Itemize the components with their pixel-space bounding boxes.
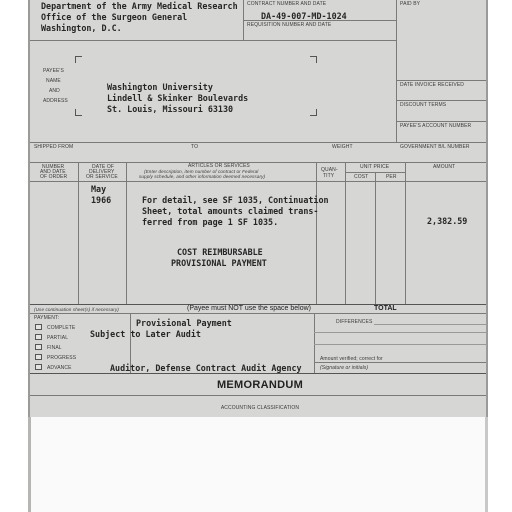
shipped-from-label: SHIPPED FROM <box>34 144 74 150</box>
total-label: TOTAL <box>374 305 397 312</box>
requisition-label: REQUISITION NUMBER AND DATE <box>247 22 332 28</box>
payee-account-label: PAYEE'S ACCOUNT NUMBER <box>400 123 472 129</box>
col-per: PER <box>386 174 397 180</box>
payee-label-line-2: NAME <box>46 78 61 84</box>
col-articles-sub-2: supply schedule, and other information deemed necessary) <box>139 174 266 179</box>
cost-reimbursable-note: COST REIMBURSABLE <box>177 247 263 257</box>
col-articles: ARTICLES OR SERVICES <box>188 163 250 169</box>
contract-number-label: CONTRACT NUMBER AND DATE <box>247 1 327 7</box>
checkbox-complete[interactable] <box>35 324 42 330</box>
shipped-to-label: TO <box>191 144 199 150</box>
amount-verified-label: Amount verified; correct for <box>320 356 383 362</box>
stamp-subject-to-audit: Subject to Later Audit <box>90 329 201 339</box>
voucher-form <box>28 0 488 417</box>
col-delivery-line-2: DELIVERY <box>89 169 115 175</box>
issuer-line-1: Department of the Army Medical Research <box>41 1 238 11</box>
option-partial: PARTIAL <box>47 335 69 341</box>
checkbox-progress[interactable] <box>35 354 42 360</box>
payee-label-line-1: PAYEE'S <box>43 68 64 74</box>
issuer-line-2: Office of the Surgeon General <box>41 12 188 22</box>
stamp-auditor: Auditor, Defense Contract Audit Agency <box>110 363 302 373</box>
lower-blank-section <box>28 417 488 512</box>
accounting-classification-label: ACCOUNTING CLASSIFICATION <box>220 405 300 411</box>
col-cost: COST <box>354 174 369 180</box>
payment-label: PAYMENT: <box>34 315 60 321</box>
option-advance: ADVANCE <box>47 365 72 371</box>
option-complete: COMPLETE <box>47 325 76 331</box>
col-quantity-line-2: TITY <box>323 173 335 179</box>
col-number-line-2: AND DATE <box>40 169 66 175</box>
signature-label: (Signature or initials) <box>320 365 369 371</box>
detail-line-2: Sheet, total amounts claimed trans- <box>142 206 319 216</box>
issuer-line-3: Washington, D.C. <box>41 23 122 33</box>
payee-label-line-4: ADDRESS <box>43 98 68 104</box>
col-delivery-line-3: OR SERVICE <box>86 174 118 180</box>
col-amount: AMOUNT <box>433 164 456 170</box>
amount-value: 2,382.59 <box>427 216 468 226</box>
delivery-month: May <box>91 184 107 194</box>
weight-label: WEIGHT <box>332 144 353 150</box>
col-articles-sub-1: (Enter description, item number of contract or Federal <box>144 169 259 174</box>
payee-name: Washington University <box>107 82 213 92</box>
paid-by-label: PAID BY <box>400 1 421 7</box>
checkbox-final[interactable] <box>35 344 42 350</box>
stamp-provisional-payment: Provisional Payment <box>136 318 232 328</box>
option-progress: PROGRESS <box>47 355 77 361</box>
col-number-line-1: NUMBER <box>42 164 65 170</box>
option-final: FINAL <box>47 345 62 351</box>
provisional-payment-note: PROVISIONAL PAYMENT <box>171 258 267 268</box>
delivery-year: 1966 <box>91 195 112 205</box>
detail-line-3: ferred from page 1 SF 1035. <box>142 217 279 227</box>
checkbox-partial[interactable] <box>35 334 42 340</box>
gov-bl-label: GOVERNMENT B/L NUMBER <box>400 144 470 150</box>
col-delivery-line-1: DATE OF <box>92 164 114 170</box>
checkbox-advance[interactable] <box>35 364 42 370</box>
contract-number: DA-49-007-MD-1024 <box>261 11 347 21</box>
date-invoice-label: DATE INVOICE RECEIVED <box>400 82 464 88</box>
discount-terms-label: DISCOUNT TERMS <box>400 102 447 108</box>
payee-city: St. Louis, Missouri 63130 <box>107 104 234 114</box>
memorandum-heading: MEMORANDUM <box>216 379 304 391</box>
differences-label: DIFFERENCES <box>336 319 373 325</box>
col-unit-price: UNIT PRICE <box>360 164 390 170</box>
col-number-line-3: OF ORDER <box>40 174 68 180</box>
payee-street: Lindell & Skinker Boulevards <box>107 93 249 103</box>
payee-must-not-use-note: (Payee must NOT use the space below) <box>187 305 311 312</box>
continuation-note: (Use continuation sheet(s) if necessary) <box>34 307 119 312</box>
detail-line-1: For detail, see SF 1035, Continuation <box>142 195 329 205</box>
payee-label-line-3: AND <box>49 88 60 94</box>
col-quantity-line-1: QUAN- <box>321 167 338 173</box>
